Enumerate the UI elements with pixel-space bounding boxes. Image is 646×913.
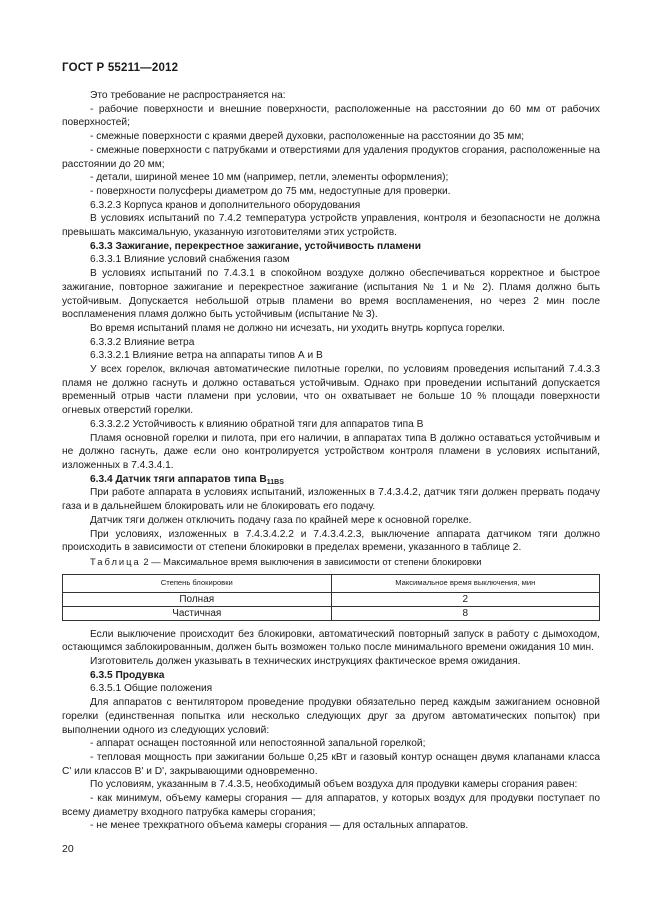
paragraph-text: - смежные поверхности с краями дверей духовки, расположенные на расстоянии до 35 мм; bbox=[90, 131, 525, 143]
table-caption-number: 2 bbox=[143, 555, 149, 567]
paragraph bbox=[62, 669, 600, 683]
paragraph-text: - тепловая мощность при зажигании больше 0,25 кВт и газовый контур оснащен двумя клапанами класса С' или классов В' и D', закрывающими одновременно. bbox=[62, 751, 600, 777]
paragraph bbox=[62, 792, 600, 819]
paragraph-text: 6.3.5.1 Общие положения bbox=[90, 683, 213, 695]
table-caption bbox=[62, 555, 600, 569]
paragraph-text: Во время испытаний пламя не должно ни исчезать, ни уходить внутрь корпуса горелки. bbox=[90, 322, 506, 334]
paragraph-text: 6.3.3.2 Влияние ветра bbox=[90, 336, 195, 348]
paragraph-text: 6.3.3.2.1 Влияние ветра на аппараты типов А и В bbox=[90, 350, 323, 362]
shutdown-time-table bbox=[62, 574, 600, 621]
paragraph-text: 6.3.3.1 Влияние условий снабжения газом bbox=[90, 254, 290, 266]
paragraph bbox=[62, 103, 600, 130]
paragraph bbox=[62, 751, 600, 778]
paragraph-text: У всех горелок, включая автоматические пилотные горелки, по условиям проведения испытаний 7.4.3.3 пламя не должно гаснуть и должно оставаться устойчивым. Однако при проведении испытаний допускается временный отрыв части пламени при условии, что он охватывает не больше 10 % площади поверхности огневых отверстий горелки. bbox=[62, 364, 600, 417]
paragraph bbox=[62, 363, 600, 418]
paragraph-text: 6.3.3 Зажигание, перекрестное зажигание, устойчивость пламени bbox=[90, 240, 421, 252]
paragraph bbox=[62, 737, 600, 751]
table-cell: 2 bbox=[331, 592, 600, 606]
table-cell: Частичная bbox=[63, 606, 332, 620]
table-row bbox=[63, 606, 600, 620]
paragraph bbox=[62, 336, 600, 350]
paragraph-text: Для аппаратов с вентилятором проведение продувки обязательно перед каждым зажиганием основной горелки (единственная попытка или несколько следующих друг за другом автоматических попыток) при выполнении одного из следующих условий: bbox=[62, 697, 600, 736]
page-number: 20 bbox=[62, 843, 74, 855]
table-row bbox=[63, 592, 600, 606]
table-caption-text: — Максимальное время выключения в зависимости от степени блокировки bbox=[151, 555, 482, 567]
subscript: 11BS bbox=[266, 478, 284, 486]
paragraph-text: - аппарат оснащен постоянной или непостоянной запальной горелкой; bbox=[90, 738, 426, 750]
paragraph-text: Если выключение происходит без блокировки, автоматический повторный запуск в работу с дымоходом, остающимся заблокированным, должен быть возможен только после минимального времени ожидания 10 мин. bbox=[62, 628, 600, 654]
paragraph-text: При работе аппарата в условиях испытаний, изложенных в 7.4.3.4.2, датчик тяги должен прервать подачу газа и в дальнейшем блокировать или не блокировать его подачу. bbox=[62, 487, 600, 513]
paragraph-text: - рабочие поверхности и внешние поверхности, расположенные на расстоянии до 60 мм от рабочих поверхностей; bbox=[62, 103, 600, 129]
paragraph-text: При условиях, изложенных в 7.4.3.4.2.2 и 7.4.3.4.2.3, выключение аппарата датчиком тяги должно происходить в зависимости от степени блокировки в пределах времени, указанного в таблице 2. bbox=[62, 528, 600, 554]
paragraph bbox=[62, 89, 600, 103]
paragraph-text: - как минимум, объему камеры сгорания — для аппаратов, у которых воздух для продувки поступает по всему диаметру входного патрубка камеры сгорания; bbox=[62, 793, 600, 818]
paragraph bbox=[62, 514, 600, 528]
paragraph-text: Датчик тяги должен отключить подачу газа по крайней мере к основной горелке. bbox=[90, 514, 472, 526]
paragraph bbox=[62, 682, 600, 696]
document-body bbox=[62, 89, 600, 833]
paragraph bbox=[62, 349, 600, 363]
paragraph-text: - детали, шириной менее 10 мм (например, петли, элементы оформления); bbox=[90, 172, 449, 184]
paragraph bbox=[62, 253, 600, 267]
paragraph bbox=[62, 819, 600, 833]
paragraph bbox=[62, 418, 600, 432]
paragraph bbox=[62, 171, 600, 185]
paragraph bbox=[62, 185, 600, 199]
paragraph bbox=[62, 130, 600, 144]
paragraph-text: 6.3.5 Продувка bbox=[90, 669, 165, 681]
section-before-table bbox=[62, 89, 600, 555]
paragraph bbox=[62, 240, 600, 254]
paragraph-text: В условиях испытаний по 7.4.2 температура устройств управления, контроля и безопасности не должна превышать максимальную, указанную изготовителями этих устройств. bbox=[62, 213, 600, 239]
table-cell: 8 bbox=[331, 606, 600, 620]
table-header-cell: Степень блокировки bbox=[63, 574, 332, 592]
paragraph-text: Изготовитель должен указывать в технических инструкциях фактическое время ожидания. bbox=[90, 656, 521, 668]
paragraph-text: Это требование не распространяется на: bbox=[90, 90, 286, 101]
paragraph bbox=[62, 696, 600, 737]
paragraph bbox=[62, 655, 600, 669]
table-cell: Полная bbox=[63, 592, 332, 606]
paragraph-text: По условиям, указанным в 7.4.3.5, необходимый объем воздуха для продувки камеры сгорания равен: bbox=[90, 779, 578, 791]
standard-header: ГОСТ Р 55211—2012 bbox=[62, 62, 179, 74]
paragraph-text: 6.3.2.3 Корпуса кранов и дополнительного оборудования bbox=[90, 199, 361, 211]
paragraph bbox=[62, 322, 600, 336]
section-after-table bbox=[62, 628, 600, 834]
paragraph bbox=[62, 432, 600, 473]
paragraph-text: 6.3.3.2.2 Устойчивость к влиянию обратной тяги для аппаратов типа В bbox=[90, 418, 424, 430]
paragraph-text: - не менее трехкратного объема камеры сгорания — для остальных аппаратов. bbox=[90, 820, 469, 832]
paragraph-text: 6.3.4 Датчик тяги аппаратов типа В bbox=[90, 473, 267, 485]
table-header-cell: Максимальное время выключения, мин bbox=[331, 574, 600, 592]
paragraph-text: В условиях испытаний по 7.4.3.1 в спокойном воздухе должно обеспечиваться корректное и быстрое зажигание, повторное зажигание и перекрестное зажигание (испытания № 1 и № 2). Пламя должно быть устойчивым. Допускается небольшой отрыв пламени во время воспламенения, но через 2 мин после воспламенения пламя должно быть устойчивым (испытание № 3). bbox=[62, 268, 600, 321]
paragraph bbox=[62, 778, 600, 792]
paragraph-text: Пламя основной горелки и пилота, при его наличии, в аппаратах типа В должно оставаться устойчивым и не должно гаснуть, даже если оно контролируется устройством контроля пламени в условиях испытаний, изложенных в 7.4.3.4.1. bbox=[62, 432, 600, 471]
paragraph bbox=[62, 473, 600, 487]
paragraph bbox=[62, 486, 600, 513]
paragraph bbox=[62, 267, 600, 322]
paragraph-text: - поверхности полусферы диаметром до 75 мм, недоступные для проверки. bbox=[90, 185, 451, 197]
table-caption-label: Таблица bbox=[90, 555, 141, 567]
paragraph bbox=[62, 528, 600, 555]
paragraph bbox=[62, 199, 600, 213]
paragraph bbox=[62, 144, 600, 171]
paragraph-text: - смежные поверхности с патрубками и отверстиями для удаления продуктов сгорания, расположенные на расстоянии до 20 мм; bbox=[62, 144, 600, 170]
table-header-row bbox=[63, 574, 600, 592]
paragraph bbox=[62, 628, 600, 655]
paragraph bbox=[62, 212, 600, 239]
